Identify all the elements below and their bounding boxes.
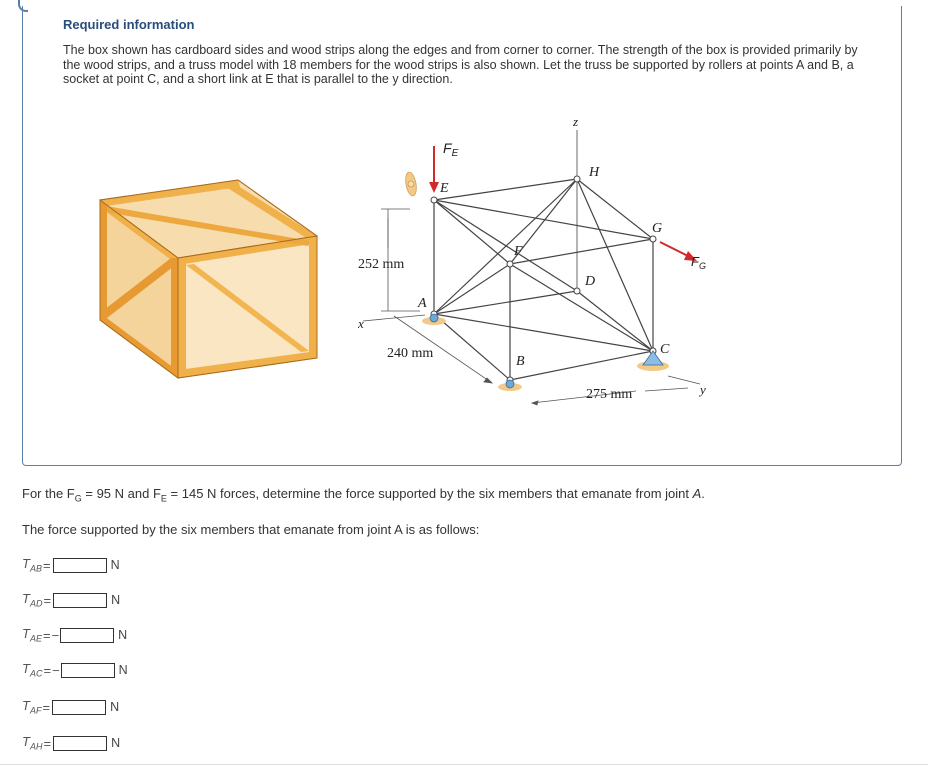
answer-row-tab: $T_{AB}$ = N: [22, 556, 120, 574]
answer-intro: The force supported by the six members that emanate from joint A is as follows:: [22, 522, 480, 537]
answer-row-taf: $T_{AF}$ = N: [22, 698, 120, 716]
var-label: $T_{AF}$: [22, 698, 42, 716]
label-fe: $F_E$: [443, 140, 459, 159]
label-fg: $F_G$: [691, 254, 706, 271]
label-axis-x: x: [358, 316, 364, 331]
taf-input[interactable]: [52, 700, 106, 715]
label-joint-c: C: [660, 342, 670, 357]
label-axis-y: y: [700, 382, 706, 397]
unit-label: N: [110, 700, 120, 714]
answer-row-tad: $T_{AD}$ = N: [22, 591, 121, 609]
panel-marker-icon: [18, 0, 28, 12]
tac-input[interactable]: [61, 663, 115, 678]
info-text: The box shown has cardboard sides and wood strips along the edges and from corner to corner. The strength of the box is provided primarily by the wood strips, and a truss model with 18 members for the wood strips is also shown. Let the truss be supported by rollers at points A and B, a socket at point C, and a short link at E that is parallel to the y direction.: [63, 43, 858, 86]
dim-width-275: 275 mm: [586, 387, 633, 402]
label-joint-f: F: [514, 244, 523, 259]
label-joint-a: A: [418, 296, 427, 311]
box-truss-figure: [80, 108, 720, 408]
info-title: Required information: [63, 17, 195, 32]
unit-label: N: [110, 558, 120, 572]
tah-input[interactable]: [53, 736, 107, 751]
dim-height-252: 252 mm: [358, 257, 405, 272]
label-joint-e: E: [440, 181, 449, 196]
footer-divider: [0, 764, 928, 765]
tae-input[interactable]: [60, 628, 114, 643]
answer-row-tac: $T_{AC}$ = − N: [22, 661, 128, 679]
support-symbols: [404, 171, 669, 391]
cardboard-box-illustration: [100, 180, 317, 378]
problem-prompt: For the $F_G = 95$ N and $F_E = 145$ N forces, determine the force supported by the six members that emanate from joint A.: [22, 486, 705, 504]
var-label: $T_{AD}$: [22, 591, 43, 609]
tad-input[interactable]: [53, 593, 107, 608]
unit-label: N: [118, 663, 128, 677]
sign-label: −: [52, 662, 60, 678]
var-label: $T_{AE}$: [22, 626, 42, 644]
truss-model: [434, 130, 653, 380]
truss-joints: [431, 176, 656, 383]
label-joint-b: B: [516, 354, 525, 369]
var-label: $T_{AH}$: [22, 734, 43, 752]
answer-row-tae: $T_{AE}$ = − N: [22, 626, 128, 644]
label-joint-g: G: [652, 221, 663, 236]
answer-row-tah: $T_{AH}$ = N: [22, 734, 121, 752]
var-label: $T_{AC}$: [22, 661, 43, 679]
label-axis-z: z: [573, 114, 579, 129]
label-joint-h: H: [589, 165, 600, 180]
label-joint-d: D: [585, 274, 596, 289]
force-fe-arrow: [429, 146, 439, 193]
var-label: $T_{AB}$: [22, 556, 42, 574]
dim-depth-240: 240 mm: [387, 346, 434, 361]
sign-label: −: [51, 627, 60, 643]
unit-label: N: [111, 736, 121, 750]
unit-label: N: [118, 628, 128, 642]
tab-input[interactable]: [53, 558, 107, 573]
unit-label: N: [111, 593, 121, 607]
